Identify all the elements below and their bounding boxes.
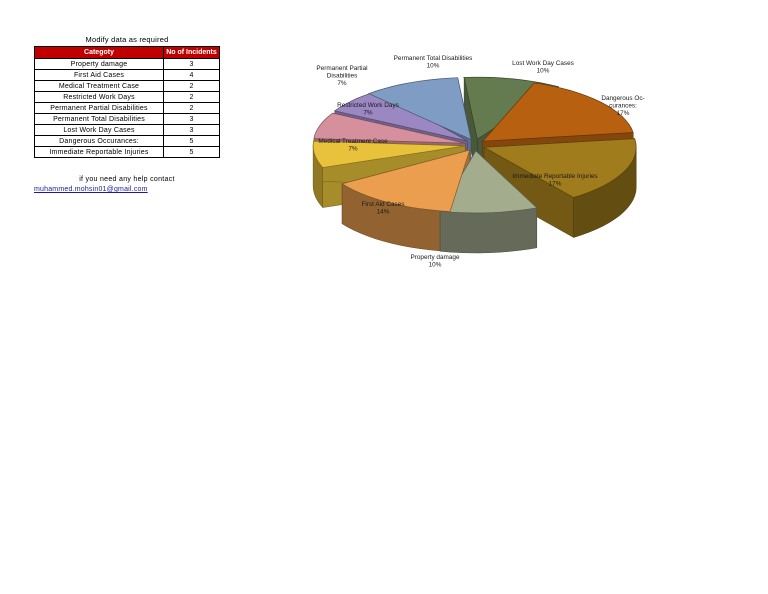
- table-row: [35, 103, 220, 114]
- category-cell[interactable]: Immediate Reportable Injuries: [35, 147, 164, 158]
- table-row: [35, 136, 220, 147]
- count-cell[interactable]: 5: [164, 136, 220, 147]
- slice-label: Restricted Work Days 7%: [337, 102, 399, 117]
- count-cell[interactable]: 3: [164, 114, 220, 125]
- contact-email-link[interactable]: muhammed.mohsin01@gmail.com: [34, 186, 148, 193]
- incident-table: [34, 46, 220, 158]
- pie-slice-rim: [440, 208, 537, 253]
- slice-label: Permanent Total Disabilities 10%: [393, 55, 473, 70]
- incident-data-panel: [34, 34, 220, 193]
- table-row: [35, 125, 220, 136]
- count-cell[interactable]: 3: [164, 59, 220, 70]
- table-row: [35, 70, 220, 81]
- help-text: if you need any help contact: [79, 176, 175, 183]
- slice-label: Lost Work Day Cases 10%: [512, 60, 574, 75]
- table-caption: Modify data as required: [85, 35, 169, 44]
- slice-label: First Aid Cases 14%: [361, 201, 405, 216]
- slice-label: Medical Treatment Case 7%: [318, 138, 388, 153]
- category-cell[interactable]: Medical Treatment Case: [35, 81, 164, 92]
- count-cell[interactable]: 3: [164, 125, 220, 136]
- category-cell[interactable]: First Aid Cases: [35, 70, 164, 81]
- count-cell[interactable]: 4: [164, 70, 220, 81]
- count-cell[interactable]: 2: [164, 81, 220, 92]
- slice-label: Dangerous Oc-curances: 17%: [601, 95, 645, 117]
- count-cell[interactable]: 2: [164, 92, 220, 103]
- table-row: [35, 147, 220, 158]
- category-cell[interactable]: Restricted Work Days: [35, 92, 164, 103]
- table-header-row: [35, 47, 220, 59]
- count-cell[interactable]: 2: [164, 103, 220, 114]
- table-row: [35, 92, 220, 103]
- category-cell[interactable]: Lost Work Day Cases: [35, 125, 164, 136]
- table-row: [35, 114, 220, 125]
- count-cell[interactable]: 5: [164, 147, 220, 158]
- slice-label: Immediate Reportable Injuries 17%: [512, 173, 598, 188]
- category-cell[interactable]: Permanent Total Disabilities: [35, 114, 164, 125]
- category-cell[interactable]: Permanent Partial Disabilities: [35, 103, 164, 114]
- table-row: [35, 81, 220, 92]
- header-count: No of Incidents: [164, 47, 220, 59]
- category-cell[interactable]: Dangerous Occurances:: [35, 136, 164, 147]
- table-row: [35, 59, 220, 70]
- slice-label: Permanent Partial Disabilities 7%: [316, 65, 368, 87]
- header-category: Categoty: [35, 47, 164, 59]
- incident-pie-chart: [300, 50, 660, 280]
- category-cell[interactable]: Property damage: [35, 59, 164, 70]
- slice-label: Property damage 10%: [410, 254, 460, 269]
